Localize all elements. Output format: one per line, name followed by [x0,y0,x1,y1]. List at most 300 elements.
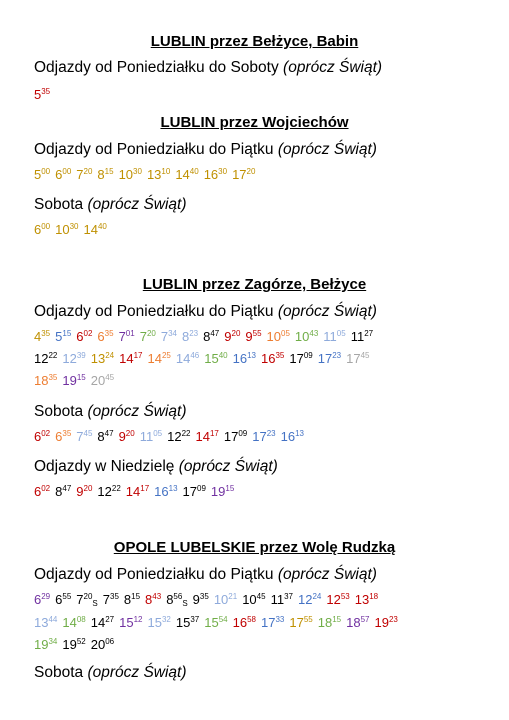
departure-hour: 4 [34,329,42,344]
departure-time [62,373,85,388]
departure-minute: 35 [62,429,72,438]
departure-hour: 9 [245,329,253,344]
departure-minute: 23 [266,429,276,438]
departure-minute: 13 [168,484,178,493]
departure-hour: 15 [204,615,219,630]
departure-minute: 35 [41,87,51,96]
departure-hour: 5 [34,167,42,182]
departure-hour: 6 [97,329,105,344]
departure-hour: 15 [204,351,219,366]
departure-minute: 46 [190,351,200,360]
departure-minute: 33 [275,615,285,624]
departure-hour: 15 [147,615,162,630]
departure-time [34,222,50,237]
departure-row [34,166,260,184]
departure-hour: 8 [123,592,132,607]
departure-minute: 24 [105,351,115,360]
departure-mark: S [182,599,188,608]
departure-hour: 8 [97,429,105,444]
departure-hour: 10 [118,167,134,182]
schedule-days: Sobota [34,196,84,213]
departure-minute: 44 [48,615,58,624]
departure-minute: 15 [225,484,235,493]
departure-minute: 00 [41,167,51,176]
departure-time [119,167,142,182]
departure-minute: 45 [360,351,370,360]
departure-minute: 58 [247,615,256,624]
schedule-days: Sobota [34,664,84,681]
schedule-note: (oprócz Świąt) [87,196,187,213]
schedule-days: Odjazdy w Niedzielę [34,458,175,475]
departure-time [119,429,135,444]
departure-hour: 8 [203,329,211,344]
departure-time [281,429,304,444]
departure-time [318,615,341,630]
departure-minute: 20 [246,167,256,176]
departure-minute: 54 [218,615,228,624]
departure-time [267,329,290,344]
departure-minute: 40 [97,222,107,231]
departure-time [97,484,120,499]
schedule-note: (oprócz Świąt) [178,458,278,475]
departure-time [289,351,312,366]
departure-minute: 13 [295,429,304,438]
departure-row [34,350,375,368]
departure-time [175,167,198,182]
schedule-note: (oprócz Świąt) [87,664,187,681]
departure-hour: 6 [34,592,42,607]
departure-hour: 8 [166,592,174,607]
departure-hour: 6 [55,167,63,182]
departure-minute: 35 [41,329,51,338]
departure-time [261,615,284,630]
departure-time [232,167,255,182]
departure-row [34,483,239,501]
departure-hour: 7 [118,329,126,344]
departure-hour: 19 [374,615,389,630]
departure-minute: 47 [62,484,72,493]
departure-hour: 14 [90,615,106,630]
schedule-label [34,140,377,159]
departure-time [161,329,177,344]
departure-hour: 16 [203,167,219,182]
departure-time [252,429,275,444]
departure-row [34,86,55,104]
departure-time [62,637,85,652]
departure-minute: 30 [69,222,79,231]
departure-time [91,373,114,388]
departure-minute: 17 [133,351,143,360]
departure-hour: 10 [213,592,229,607]
departure-minute: 37 [190,615,200,624]
section-title: LUBLIN przez Bełżyce, Babin [150,33,359,50]
departure-time [84,222,107,237]
departure-hour: 7 [76,592,84,607]
departure-minute: 24 [312,592,322,601]
departure-minute: 17 [140,484,150,493]
departure-minute: 35 [199,592,209,601]
departure-hour: 8 [97,167,105,182]
departure-time [34,592,50,607]
departure-hour: 6 [55,429,63,444]
departure-time [167,429,190,444]
departure-minute: 40 [189,167,199,176]
departure-row [34,328,378,346]
departure-hour: 14 [175,167,190,182]
departure-hour: 14 [125,484,141,499]
departure-hour: 13 [354,592,370,607]
departure-hour: 6 [55,592,63,607]
departure-time [182,329,198,344]
departure-minute: 43 [309,329,319,338]
departure-minute: 35 [104,329,114,338]
departure-hour: 14 [147,351,162,366]
departure-minute: 15 [332,615,342,624]
departure-row [34,591,383,609]
departure-minute: 52 [76,637,86,646]
departure-minute: 20 [83,167,93,176]
departure-minute: 55 [62,592,72,601]
departure-time [97,167,113,182]
departure-time [140,329,156,344]
departure-minute: 12 [133,615,143,624]
departure-minute: 02 [41,484,51,493]
departure-mark: S [92,599,98,608]
departure-time [148,615,171,630]
departure-time [55,484,71,499]
departure-time [76,484,92,499]
departure-row [34,614,403,632]
departure-hour: 7 [76,429,84,444]
departure-minute: 05 [336,329,346,338]
departure-time [145,592,161,607]
departure-minute: 40 [218,351,228,360]
departure-minute: 21 [228,592,238,601]
departure-hour: 11 [323,329,337,344]
departure-minute: 23 [388,615,398,624]
schedule-label [34,195,187,214]
departure-hour: 8 [145,592,153,607]
departure-hour: 17 [346,351,361,366]
departure-minute: 15 [62,329,72,338]
departure-minute: 27 [105,615,115,624]
departure-minute: 20 [125,429,135,438]
departure-minute: 22 [48,351,58,360]
schedule-label [34,302,377,321]
departure-hour: 11 [139,429,154,444]
departure-minute: 27 [364,329,374,338]
departure-hour: 12 [34,351,49,366]
departure-minute: 02 [83,329,93,338]
departure-hour: 6 [34,484,42,499]
departure-minute: 30 [133,167,142,176]
departure-time [318,351,341,366]
departure-time [204,167,227,182]
departure-hour: 16 [280,429,296,444]
departure-minute: 15 [76,373,86,382]
departure-minute: 34 [48,637,58,646]
departure-minute: 53 [340,592,350,601]
departure-hour: 14 [119,351,134,366]
departure-time [271,592,293,607]
departure-hour: 12 [297,592,313,607]
departure-minute: 45 [105,373,115,382]
section-title: LUBLIN przez Wojciechów [160,114,349,131]
departure-time [91,637,114,652]
schedule-days: Odjazdy od Poniedziałku do Piątku [34,566,274,583]
departure-hour: 20 [90,373,106,388]
departure-time [55,329,71,344]
departure-hour: 20 [90,637,106,652]
departure-minute: 20 [146,329,156,338]
departure-hour: 17 [261,615,276,630]
schedule-note: (oprócz Świąt) [277,141,377,158]
departure-hour: 19 [62,637,77,652]
departure-time [97,329,113,344]
departure-time [76,592,97,607]
departure-time [34,373,57,388]
departure-time [124,592,140,607]
departure-hour: 9 [224,329,232,344]
schedule-label [34,402,187,421]
departure-time [97,429,113,444]
departure-hour: 10 [294,329,310,344]
departure-hour: 10 [242,592,257,607]
departure-time [76,429,92,444]
departure-hour: 12 [62,351,77,366]
departure-time [119,351,142,366]
departure-row [34,221,112,239]
departure-minute: 47 [210,329,220,338]
departure-minute: 29 [41,592,51,601]
schedule-days: Sobota [34,403,84,420]
departure-time [211,484,234,499]
departure-time [140,429,162,444]
departure-time [323,329,345,344]
departure-time [34,329,50,344]
departure-hour: 6 [34,222,42,237]
departure-time [119,329,135,344]
schedule-days: Odjazdy od Poniedziałku do Soboty [34,59,279,76]
departure-minute: 30 [218,167,228,176]
departure-time [351,329,373,344]
departure-time [166,592,187,607]
departure-hour: 13 [90,351,106,366]
departure-time [148,351,171,366]
departure-hour: 8 [181,329,190,344]
departure-time [55,429,71,444]
departure-minute: 20 [83,592,93,601]
departure-hour: 18 [34,373,49,388]
departure-time [204,351,227,366]
departure-time [34,87,50,102]
departure-hour: 13 [146,167,162,182]
departure-minute: 20 [231,329,241,338]
section-title: OPOLE LUBELSKIE przez Wolę Rudzką [113,539,396,556]
schedule-label [34,457,278,476]
departure-time [183,484,206,499]
departure-minute: 00 [41,222,51,231]
departure-time [224,329,240,344]
departure-minute: 18 [369,592,379,601]
departure-hour: 14 [195,429,210,444]
departure-hour: 13 [34,615,49,630]
departure-minute: 17 [209,429,219,438]
departure-hour: 15 [119,615,134,630]
departure-row [34,636,119,654]
departure-minute: 05 [153,429,163,438]
departure-minute: 22 [111,484,121,493]
departure-time [34,167,50,182]
departure-row [34,428,309,446]
departure-minute: 15 [131,592,141,601]
departure-minute: 56 [173,592,183,601]
departure-hour: 16 [232,615,248,630]
departure-time [34,484,50,499]
departure-hour: 12 [326,592,341,607]
departure-minute: 39 [76,351,86,360]
departure-minute: 57 [360,615,370,624]
departure-hour: 10 [266,329,282,344]
departure-hour: 14 [175,351,191,366]
departure-hour: 16 [261,351,276,366]
departure-hour: 17 [289,351,304,366]
departure-time [203,329,219,344]
schedule-label [34,565,377,584]
departure-hour: 19 [34,637,49,652]
departure-time [193,592,209,607]
departure-time [355,592,378,607]
departure-minute: 20 [83,484,93,493]
departure-hour: 7 [76,167,84,182]
departure-time [34,351,57,366]
departure-time [176,615,199,630]
departure-time [91,351,114,366]
departure-time [326,592,349,607]
departure-hour: 11 [350,329,365,344]
departure-time [55,592,71,607]
departure-hour: 12 [97,484,112,499]
departure-hour: 14 [62,615,77,630]
departure-time [214,592,237,607]
departure-hour: 8 [55,484,63,499]
departure-time [242,592,265,607]
departure-minute: 35 [110,592,119,601]
departure-hour: 18 [346,615,361,630]
departure-minute: 45 [83,429,93,438]
departure-time [346,615,369,630]
departure-time [34,429,50,444]
departure-minute: 32 [161,615,171,624]
departure-minute: 23 [332,351,342,360]
departure-time [245,329,261,344]
departure-time [289,615,312,630]
departure-hour: 19 [210,484,226,499]
departure-time [103,592,119,607]
departure-hour: 9 [192,592,200,607]
departure-time [224,429,247,444]
departure-time [55,222,78,237]
departure-hour: 12 [167,429,182,444]
departure-time [195,429,218,444]
departure-hour: 7 [102,592,110,607]
departure-hour: 17 [317,351,333,366]
departure-hour: 18 [317,615,333,630]
departure-minute: 13 [247,351,256,360]
departure-minute: 06 [105,637,115,646]
departure-minute: 23 [189,329,199,338]
departure-time [34,615,57,630]
departure-time [233,351,256,366]
departure-hour: 17 [223,429,239,444]
departure-minute: 08 [76,615,86,624]
departure-minute: 55 [303,615,313,624]
departure-minute: 34 [168,329,177,338]
departure-hour: 17 [252,429,267,444]
departure-time [34,637,57,652]
schedule-days: Odjazdy od Poniedziałku do Piątku [34,303,274,320]
departure-minute: 55 [252,329,262,338]
departure-minute: 25 [161,351,171,360]
departure-row [34,372,119,390]
departure-time [91,615,114,630]
departure-time [346,351,369,366]
departure-hour: 11 [270,592,285,607]
departure-minute: 09 [238,429,248,438]
departure-time [76,167,92,182]
departure-time [298,592,321,607]
departure-hour: 17 [182,484,198,499]
departure-hour: 6 [76,329,84,344]
schedule-note: (oprócz Świąt) [277,303,377,320]
departure-minute: 01 [125,329,135,338]
schedule-note: (oprócz Świąt) [87,403,187,420]
departure-hour: 10 [55,222,70,237]
departure-hour: 9 [118,429,126,444]
departure-minute: 47 [104,429,114,438]
departure-hour: 15 [175,615,191,630]
departure-minute: 35 [48,373,58,382]
departure-time [119,615,142,630]
departure-minute: 37 [284,592,293,601]
departure-hour: 6 [34,429,42,444]
departure-hour: 16 [232,351,248,366]
departure-hour: 19 [62,373,77,388]
departure-time [76,329,92,344]
departure-hour: 14 [83,222,98,237]
departure-minute: 43 [152,592,162,601]
departure-time [233,615,256,630]
departure-hour: 17 [289,615,304,630]
departure-time [204,615,227,630]
departure-hour: 5 [34,87,42,102]
departure-time [147,167,170,182]
departure-minute: 15 [104,167,114,176]
departure-minute: 09 [197,484,206,493]
departure-minute: 35 [275,351,285,360]
departure-time [62,615,85,630]
departure-hour: 7 [139,329,147,344]
departure-hour: 17 [232,167,247,182]
departure-time [375,615,398,630]
departure-time [55,167,71,182]
departure-time [295,329,318,344]
departure-minute: 10 [161,167,171,176]
departure-hour: 7 [160,329,169,344]
schedule-note: (oprócz Świąt) [277,566,377,583]
departure-minute: 05 [281,329,290,338]
departure-minute: 02 [41,429,51,438]
